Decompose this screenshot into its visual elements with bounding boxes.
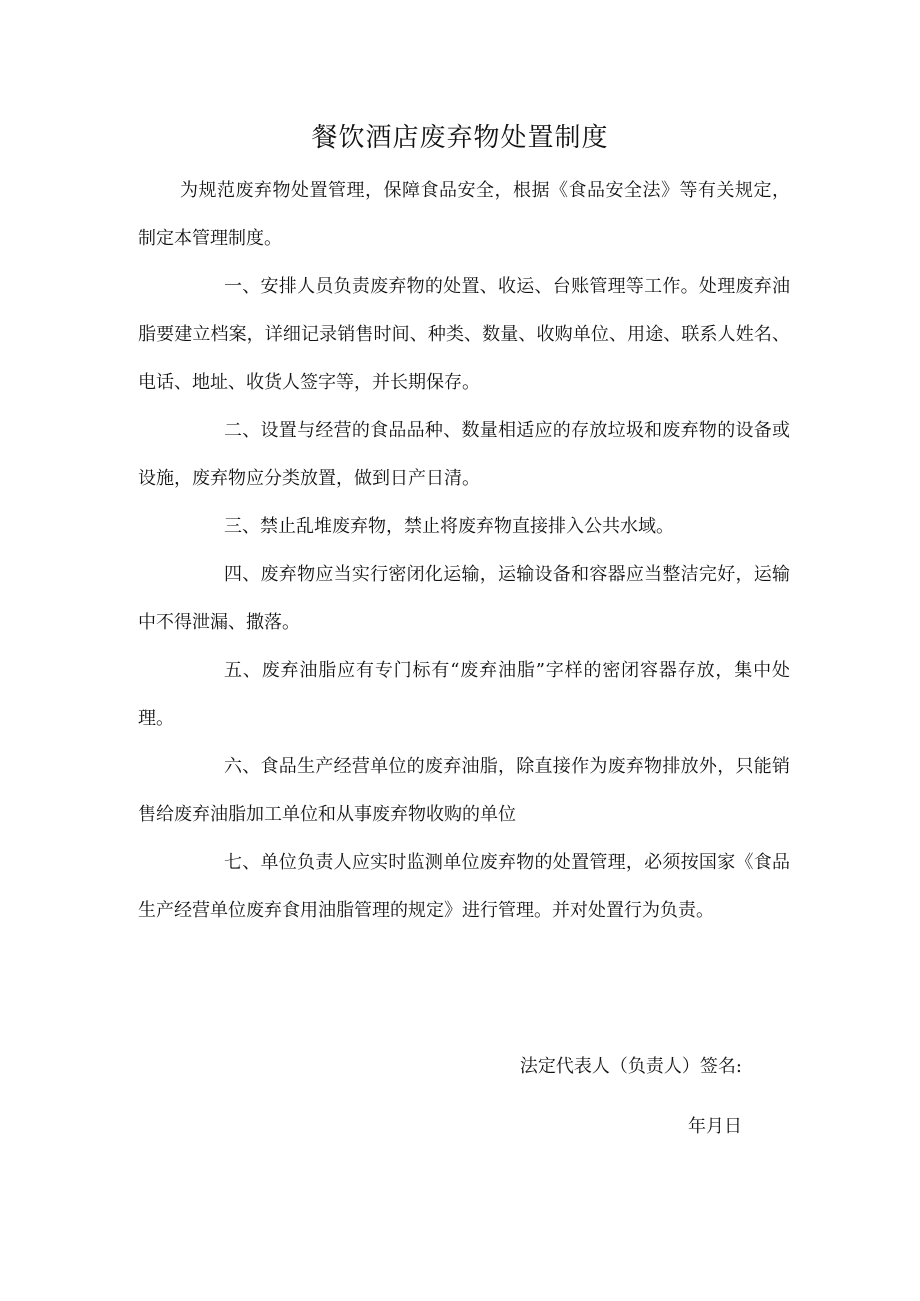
intro-paragraph: 为规范废弃物处置管理，保障食品安全，根据《食品安全法》等有关规定，制定本管理制度。 [138, 180, 790, 249]
document-title: 餐饮酒店废弃物处置制度 [311, 123, 609, 153]
clause-5: 五、废弃油脂应有专门标有“废弃油脂”字样的密闭容器存放，集中处理。 [138, 660, 790, 729]
clause-6: 六、食品生产经营单位的废弃油脂，除直接作为废弃物排放外，只能销售给废弃油脂加工单位和从事废弃物收购的单位 [138, 756, 790, 825]
date-label: 年月日 [688, 1116, 742, 1137]
signature-label: 法定代表人（负责人）签名: [519, 1056, 742, 1077]
clause-1: 一、安排人员负责废弃物的处置、收运、台账管理等工作。处理废弃油脂要建立档案，详细记录销售时间、种类、数量、收购单位、用途、联系人姓名、电话、地址、收货人签字等，并长期保存。 [138, 276, 790, 393]
clause-4: 四、废弃物应当实行密闭化运输，运输设备和容器应当整洁完好，运输中不得泄漏、撒落。 [138, 564, 790, 633]
clause-7: 七、单位负责人应实时监测单位废弃物的处置管理，必须按国家《食品生产经营单位废弃食用油脂管理的规定》进行管理。并对处置行为负责。 [138, 852, 790, 921]
clause-3: 三、禁止乱堆废弃物，禁止将废弃物直接排入公共水域。 [224, 516, 674, 537]
clause-2: 二、设置与经营的食品品种、数量相适应的存放垃圾和废弃物的设备或设施，废弃物应分类放置，做到日产日清。 [138, 420, 790, 489]
